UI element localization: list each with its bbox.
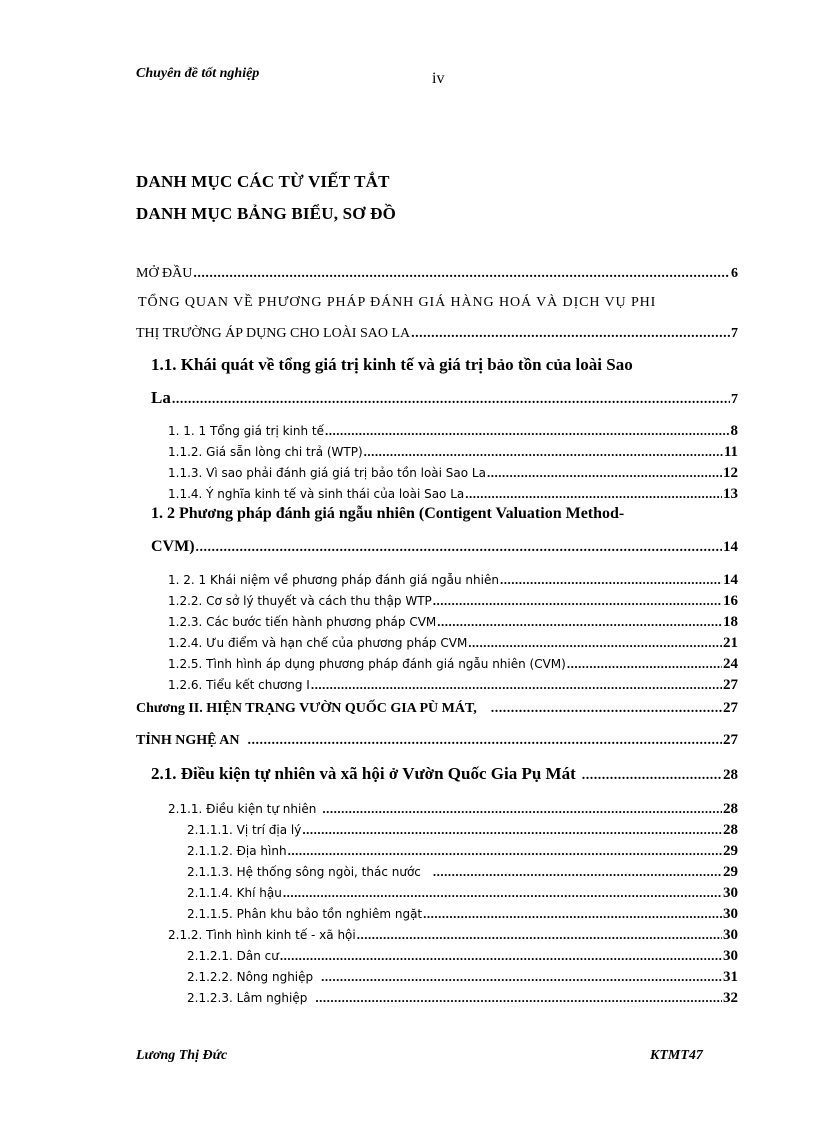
- toc-entry-title: 1.1.4. Ý nghĩa kinh tế và sinh thái của loài Sao La: [168, 487, 465, 501]
- toc-entry[interactable]: [168, 465, 738, 482]
- toc-leader: [465, 486, 722, 502]
- toc-entry-title: 2.1.1.1. Vị trí địa lý: [187, 823, 302, 837]
- toc-entry-title: 2.1.2.2. Nông nghiệp: [187, 970, 314, 984]
- toc-entry-page: 29: [723, 843, 738, 859]
- toc-entry-page: 8: [730, 423, 738, 439]
- toc-entry[interactable]: [187, 885, 738, 902]
- toc-leader: [357, 927, 722, 943]
- toc-entry[interactable]: [136, 732, 738, 749]
- toc-entry-title: 2.1.2.1. Dân cư: [187, 949, 279, 963]
- toc-entry-title-cont: CVM): [151, 538, 195, 555]
- toc-entry-title[interactable]: 1.1. Khái quát về tổng giá trị kinh tế và giá trị bảo tồn của loài Sao: [151, 355, 633, 374]
- toc-leader: [364, 444, 723, 460]
- toc-entry-page: 28: [723, 801, 738, 817]
- toc-leader: [567, 656, 722, 672]
- toc-entry[interactable]: [187, 843, 738, 860]
- toc-leader: [433, 593, 722, 609]
- toc-entry[interactable]: [187, 864, 738, 881]
- toc-entry[interactable]: [187, 969, 738, 986]
- toc-leader: [193, 266, 730, 282]
- page-number: iv: [432, 70, 445, 87]
- toc-entry-title: 1.2.2. Cơ sở lý thuyết và cách thu thập WTP: [168, 594, 432, 608]
- toc-entry-title: MỞ ĐẦU: [136, 266, 193, 281]
- toc-entry-title: 2.1.1.2. Địa hình: [187, 844, 287, 858]
- toc-leader: [288, 843, 722, 859]
- heading-abbreviations: DANH MỤC CÁC TỪ VIẾT TẮT: [136, 172, 390, 191]
- toc-entry[interactable]: [168, 801, 738, 818]
- toc-entry-title: 2.1.2.3. Lâm nghiệp: [187, 991, 308, 1005]
- toc-entry-title: 1. 1. 1 Tổng giá trị kinh tế: [168, 424, 324, 438]
- toc-leader: [172, 392, 730, 408]
- toc-entry-title[interactable]: TỔNG QUAN VỀ PHƯƠNG PHÁP ĐÁNH GIÁ HÀNG HOÁ VÀ DỊCH VỤ PHI: [138, 295, 657, 310]
- toc-leader: [196, 540, 722, 556]
- toc-entry-title: 2.1.1. Điều kiện tự nhiên: [168, 802, 317, 816]
- toc-leader: [437, 614, 722, 630]
- toc-leader: [322, 801, 722, 817]
- toc-leader: [315, 990, 722, 1006]
- toc-entry-page: 11: [723, 444, 738, 460]
- toc-entry[interactable]: [168, 635, 738, 652]
- toc-entry[interactable]: [136, 326, 738, 342]
- toc-entry-page: 27: [723, 677, 738, 693]
- footer-class-code: KTMT47: [650, 1048, 703, 1063]
- toc-leader: [247, 733, 722, 749]
- toc-entry[interactable]: [168, 927, 738, 944]
- toc-entry[interactable]: [168, 572, 738, 589]
- toc-entry-page: 30: [723, 906, 738, 922]
- toc-entry[interactable]: [168, 486, 738, 503]
- toc-entry[interactable]: [136, 700, 738, 717]
- toc-entry-title: 1.2.5. Tình hình áp dụng phương pháp đánh giá ngẫu nhiên (CVM): [168, 657, 566, 671]
- toc-entry-page: 32: [723, 990, 738, 1006]
- toc-entry-title-cont: La: [151, 388, 171, 407]
- toc-entry-page: 30: [723, 927, 738, 943]
- toc-entry-title: 2.1.2. Tình hình kinh tế - xã hội: [168, 928, 356, 942]
- toc-entry[interactable]: [168, 423, 738, 440]
- toc-entry-title-cont: THỊ TRƯỜNG ÁP DỤNG CHO LOÀI SAO LA: [136, 326, 411, 341]
- toc-entry-title: Chương II. HIỆN TRẠNG VƯỜN QUỐC GIA PÙ MÁT,: [136, 701, 477, 716]
- toc-entry[interactable]: [136, 266, 738, 282]
- toc-entry-title: 1.2.4. Ưu điểm và hạn chế của phương pháp CVM: [168, 636, 468, 650]
- toc-leader: [468, 635, 722, 651]
- heading-tables-figures: DANH MỤC BẢNG BIỂU, SƠ ĐỒ: [136, 204, 397, 223]
- toc-entry[interactable]: [168, 656, 738, 673]
- toc-entry[interactable]: [151, 764, 738, 784]
- toc-entry-title: 1.2.6. Tiểu kết chương I: [168, 678, 310, 692]
- toc-entry-page: 21: [723, 635, 738, 651]
- toc-entry[interactable]: [187, 906, 738, 923]
- toc-entry-page: 16: [723, 593, 738, 609]
- toc-entry-title[interactable]: 1. 2 Phương pháp đánh giá ngẫu nhiên (Contigent Valuation Method-: [151, 505, 625, 522]
- toc-entry[interactable]: [168, 593, 738, 610]
- toc-leader: [283, 885, 722, 901]
- toc-leader: [491, 701, 722, 717]
- toc-entry[interactable]: [168, 614, 738, 631]
- toc-entry-page: 28: [723, 822, 738, 838]
- toc-entry-page: 30: [723, 885, 738, 901]
- toc-leader: [325, 423, 730, 439]
- toc-entry-page: 13: [723, 486, 738, 502]
- toc-entry-page: 6: [731, 266, 738, 281]
- toc-entry[interactable]: [168, 677, 738, 694]
- toc-leader: [423, 906, 722, 922]
- toc-entry-title: 1.1.3. Vì sao phải đánh giá giá trị bảo tồn loài Sao La: [168, 466, 486, 480]
- toc-entry-page: 30: [723, 948, 738, 964]
- toc-entry-title: 1.1.2. Giá sẵn lòng chi trả (WTP): [168, 445, 363, 459]
- toc-entry-page: 29: [723, 864, 738, 880]
- toc-entry[interactable]: [151, 388, 738, 408]
- toc-entry[interactable]: [187, 948, 738, 965]
- toc-entry-page: 14: [723, 539, 738, 555]
- toc-entry-page: 31: [723, 969, 738, 985]
- toc-leader: [311, 677, 722, 693]
- toc-entry[interactable]: [151, 538, 738, 556]
- toc-entry-page: 12: [723, 465, 738, 481]
- toc-entry-title: TỈNH NGHỆ AN: [136, 733, 240, 748]
- toc-entry[interactable]: [168, 444, 738, 461]
- toc-entry-page: 7: [731, 326, 738, 341]
- toc-entry-title: 2.1.1.3. Hệ thống sông ngòi, thác nước: [187, 865, 421, 879]
- toc-entry-page: 24: [723, 656, 738, 672]
- toc-leader: [411, 326, 730, 342]
- toc-entry-title: 2.1.1.5. Phân khu bảo tồn nghiêm ngặt: [187, 907, 423, 921]
- toc-entry-title: 1.2.3. Các bước tiến hành phương pháp CVM: [168, 615, 437, 629]
- toc-entry[interactable]: [187, 990, 738, 1007]
- toc-entry-title: 1. 2. 1 Khái niệm về phương pháp đánh giá ngẫu nhiên: [168, 573, 499, 587]
- toc-entry-page: 27: [723, 700, 738, 716]
- toc-entry-title: 2.1.1.4. Khí hậu: [187, 886, 282, 900]
- footer-author: Lương Thị Đức: [136, 1048, 228, 1063]
- toc-leader: [302, 822, 722, 838]
- header-title: Chuyên đề tốt nghiệp: [136, 66, 260, 81]
- toc-leader: [500, 572, 722, 588]
- toc-entry-page: 28: [723, 767, 738, 783]
- toc-leader: [321, 969, 722, 985]
- toc-entry-page: 7: [731, 392, 738, 407]
- toc-leader: [433, 864, 722, 880]
- toc-entry-page: 14: [723, 572, 738, 588]
- toc-entry-page: 27: [723, 732, 738, 748]
- toc-entry-title: 2.1. Điều kiện tự nhiên và xã hội ở Vườn Quốc Gia Pụ Mát: [151, 764, 576, 783]
- toc-leader: [487, 465, 722, 481]
- toc-leader: [280, 948, 722, 964]
- toc-entry-page: 18: [723, 614, 738, 630]
- toc-entry[interactable]: [187, 822, 738, 839]
- toc-leader: [582, 768, 722, 784]
